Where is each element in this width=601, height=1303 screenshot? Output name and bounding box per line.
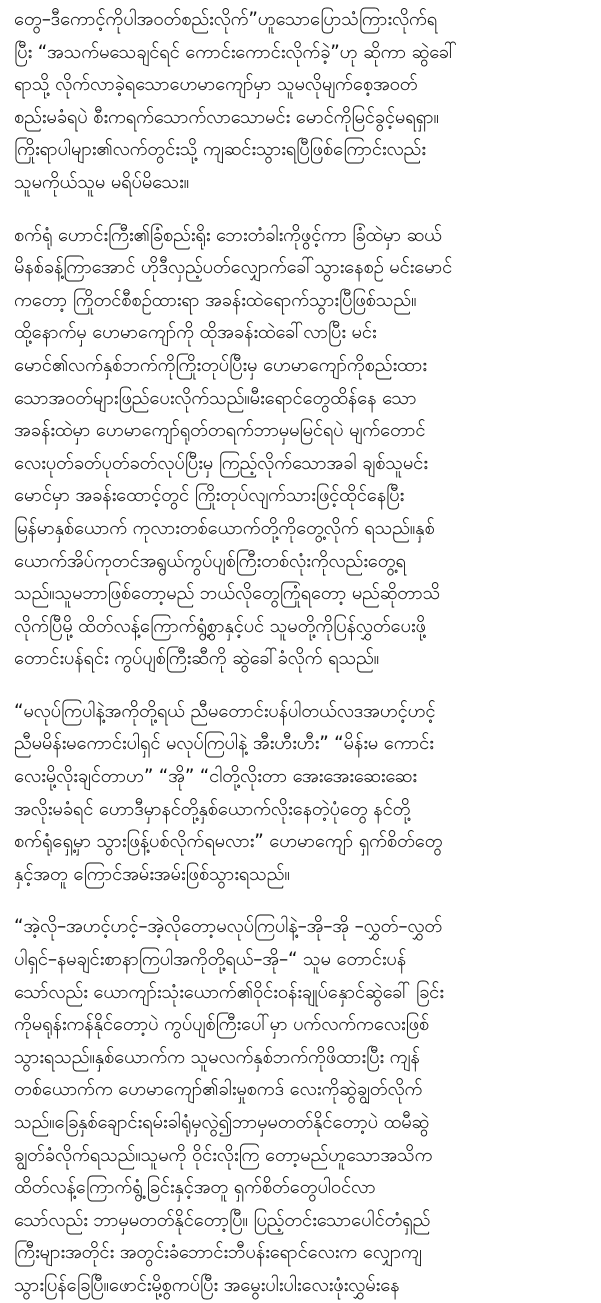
text-line: သည်။သူမဘာဖြစ်တော့မည် ဘယ်လိုတွေကြုံရတော့ မည်ဆိုတာသိ	[14, 583, 441, 605]
text-line: တစ်ယောက်က ဟေမာကျော်၏ခါးမှုစကဒ် လေးကိုဆွဲချွတ်လိုက်	[14, 1079, 423, 1101]
text-line: လိုက်ပြီမို့ ထိတ်လန့်ကြောက်ရွံ့စွာနှင့်ပင် သူမတို့ကိုပြန်လွှတ်ပေးဖို့	[14, 615, 426, 637]
text-line: ကြီးများအတိုင်း အတွင်းခံဘောင်းဘီပန်းရောင်လေးက လျှောကျ	[14, 1242, 422, 1264]
text-line: မြန်မာနှစ်ယောက် ကုလားတစ်ယောက်တို့ကိုတွေ့လိုက် ရသည်။နှစ်	[14, 517, 435, 539]
text-line: တောင်းပန်ရင်း ကွပ်ပျစ်ကြီးဆီကို ဆွဲခေါ်ခံလိုက် ရသည်။	[14, 648, 380, 670]
text-line: သူမကိုယ်သူမ မရိပ်မိသေး။	[14, 171, 190, 193]
text-line: စက်ရုံရှေ့မှာ သွားဖြန့်ပစ်လိုက်ရမလား” ဟေမာကျော် ရှက်စိတ်တွေ	[14, 831, 443, 853]
paragraph	[14, 696, 587, 892]
text-line: ပါရှင်–နမချင်းစာနာကြပါအကိုတို့ရယ်–အို–“ သူမ တောင်းပန်	[14, 949, 407, 971]
text-line: ကိုမရုန်းကန်နိုင်တော့ပဲ ကွပ်ပျစ်ကြီးပေါ်မှာ ပက်လက်ကလေးဖြစ်	[14, 1014, 430, 1036]
text-line: သွားရသည်။နှစ်ယောက်က သူမလက်နှစ်ဘက်ကိုဖိထားပြီး ကျန်	[14, 1046, 420, 1068]
text-line: လေးပုတ်ခတ်ပုတ်ခတ်လုပ်ပြီးမှ ကြည့်လိုက်သောအခါ ချစ်သူမင်း	[14, 452, 428, 474]
text-line: စက်ရုံ ဟောင်းကြီး၏ခြံစည်းရိုး ဘေးတံခါးကိုဖွင့်ကာ ခြံထဲမှာ ဆယ်	[14, 224, 442, 246]
text-line: သည်။ခြေနှစ်ချောင်းရမ်းခါရုံမှလွဲ၍ဘာမှမတတ်နိုင်တော့ပဲ ထမီဆွဲ	[14, 1112, 430, 1133]
text-line: မိနစ်ခန့်ကြာအောင် ဟိုဒီလှည့်ပတ်လျှောက်ခေါ်သွားနေစဉ် မင်းမောင်	[14, 257, 453, 279]
text-line: ထို့နောက်မှ ဟေမာကျော်ကို ထိုအခန်းထဲခေါ်လာပြီး မင်း	[14, 322, 377, 344]
text-line: “အဲ့လို–အဟင့်ဟင့်–အဲ့လိုတော့မလုပ်ကြပါနဲ့–အို–အို –လွှတ်–လွှတ်	[14, 916, 443, 938]
text-line: သောအဝတ်များဖြည်ပေးလိုက်သည်။မီးရောင်တွေထိန်နေ သော	[14, 387, 417, 409]
text-line: ချွတ်ခံလိုက်ရသည်။သူမကို ဝိုင်းလိုးကြ တော့မည်ဟူသောအသိက	[14, 1144, 433, 1166]
text-line: “မလုပ်ကြပါနဲ့အကိုတို့ရယ် ညီမတောင်းပန်ပါတယ်လဒအဟင့်ဟင့်	[14, 700, 436, 722]
text-line: ကတော့ ကြိုတင်စီစဉ်ထားရာ အခန်းထဲရောက်သွားပြီဖြစ်သည်။	[14, 289, 417, 311]
text-line: ရာသို့ လိုက်လာခဲ့ရသောဟေမာကျော်မှာ သူမလိုမျက်စေ့အဝတ်	[14, 74, 418, 96]
paragraph	[14, 4, 587, 200]
article-body	[14, 4, 587, 1303]
paragraph	[14, 220, 587, 676]
text-line: သော်လည်း ဘာမှမတတ်နိုင်တော့ပြီ။ ပြည့်တင်းသောပေါင်တံရှည်	[14, 1209, 431, 1231]
text-line: သော်လည်း ယောကျာ်းသုံးယောက်၏ဝိုင်းဝန်းချုပ်နှောင်ဆွဲခေါ် ခြင်း	[14, 981, 444, 1003]
paragraph	[14, 911, 587, 1302]
text-line: နှင့်အတူ ကြောင်အမ်းအမ်းဖြစ်သွားရသည်။	[14, 863, 290, 885]
text-line: လေးမို့လိုးချင်တာဟ” “အို” “ငါတို့လိုးတာ အေးအေးဆေးဆေး	[14, 766, 417, 788]
text-line: ယောက်အိပ်ကုတင်အရွယ်ကွပ်ပျစ်ကြီးတစ်လုံးကိုလည်းတွေ့ရ	[14, 550, 406, 572]
text-line: မောင်၏လက်နှစ်ဘက်ကိုကြိုးတုပ်ပြီးမှ ဟေမာကျော်ကိုစည်းထား	[14, 354, 427, 376]
text-line: စည်းမခံရပဲ စီးကရက်သောက်လာသောမင်း မောင်ကိုမြင်ခွင့်မရရှာ။	[14, 106, 439, 128]
text-line: အလိုးမခံရင် ဟောဒီမှာနင်တို့နှစ်ယောက်လိုးနေတဲ့ပုံတွေ နင်တို့	[14, 798, 411, 820]
text-line: သွားပြန်ခြေပြီ။ဖောင်းမို့စွကပ်ပြီး အမွေးပါးပါးလေးဖုံးလွှမ်းနေ	[14, 1274, 400, 1296]
text-line: ညီမမိန်းမကောင်းပါရှင် မလုပ်ကြပါနဲ့ အီးဟီးဟီး” “မိန်းမ ကောင်း	[14, 733, 434, 755]
text-line: အခန်းထဲမှာ ဟေမာကျော်ရုတ်တရက်ဘာမှမမြင်ရပဲ မျက်တောင်	[14, 420, 426, 442]
text-line: တွေ–ဒီကောင့်ကိုပါအဝတ်စည်းလိုက်”ဟူသောပြောသံကြားလိုက်ရ	[14, 9, 438, 30]
text-line: မောင်မှာ အခန်းထောင့်တွင် ကြိုးတုပ်လျက်သားဖြင့်ထိုင်နေပြီး	[14, 485, 405, 507]
text-line: ကြိုးရာပါများ၏လက်တွင်းသို့ ကျဆင်းသွားရပြီဖြစ်ကြောင်းလည်း	[14, 139, 426, 161]
text-line: ပြီး “အသက်မသေချင်ရင် ကောင်းကောင်းလိုက်ခဲ့”ဟု ဆိုကာ ဆွဲခေါ်	[14, 41, 457, 63]
text-line: ထိတ်လန့်ကြောက်ရွံ့ခြင်းနှင့်အတူ ရှက်စိတ်တွေပါဝင်လာ	[14, 1177, 376, 1199]
